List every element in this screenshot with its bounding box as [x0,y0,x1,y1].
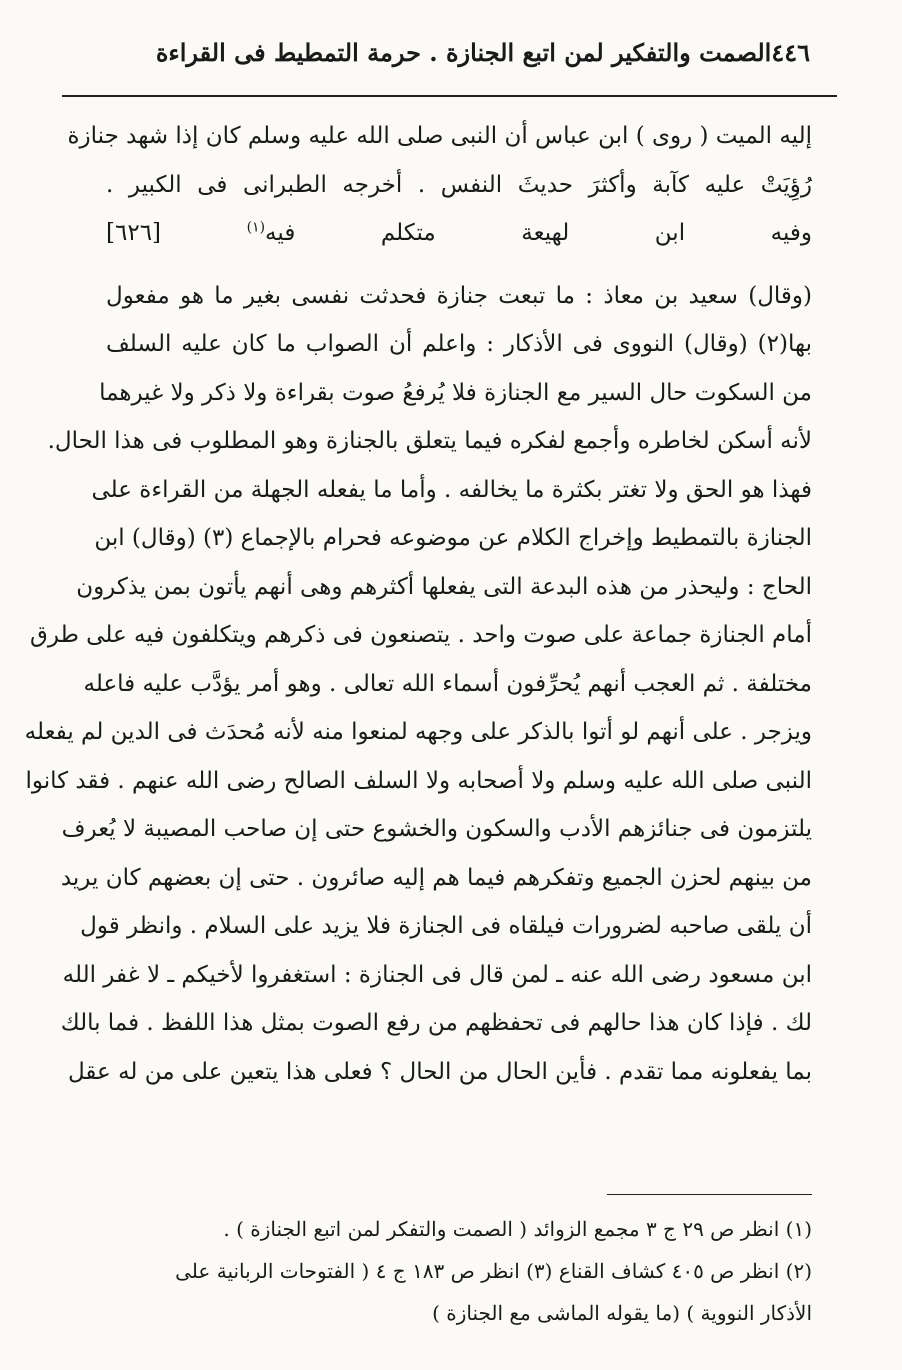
text-line: (وقال) سعيد بن معاذ : ما تبعت جنازة فحدثت نفسى بغير ما هو مفعول [106,282,812,309]
page-number: ٤٤٦ [771,37,810,67]
running-head [155,30,810,74]
running-title: الصمت والتفكير لمن اتبع الجنازة . حرمة التمطيط فى القراءة [155,37,772,67]
footnote: (٢) انظر ص ٤٠٥ كشاف القناع (٣) انظر ص ١٨٣ ج ٤ ( الفتوحات الربانية على [175,1259,812,1283]
text-line: لأنه أسكن لخاطره وأجمع لفكره فيما يتعلق بالجنازة وهو المطلوب فى هذا الحال. [47,428,812,454]
text-line: مختلفة . ثم العجب أنهم يُحرِّفون أسماء الله تعالى . وهو أمر يؤدَّب عليه فاعله [83,670,812,697]
footnote: (١) انظر ص ٢٩ ج ٣ مجمع الزوائد ( الصمت والتفكر لمن اتبع الجنازة ) . [223,1217,812,1241]
text-line-content: وفيه ابن لهيعة متكلم فيه$^{(١)}$ [246,219,813,246]
text-line: الحاج : وليحذر من هذه البدعة التى يفعلها أكثرهم وهى أنهم يأتون بمن يذكرون [76,573,812,600]
text-line: ابن مسعود رضى الله عنه ـ لمن قال فى الجنازة : استغفروا لأخيكم ـ لا غفر الله [62,961,812,988]
footnote-continuation: الأذكار النووية ) (ما يقوله الماشى مع الجنازة ) [432,1301,812,1325]
header-rule [62,95,837,97]
text-line: إليه الميت ( روى ) ابن عباس أن النبى صلى الله عليه وسلم كان إذا شهد جنازة [67,123,812,149]
text-line [106,209,812,258]
text-line: النبى صلى الله عليه وسلم ولا أصحابه ولا السلف الصالح رضى الله عنهم . فقد كانوا [25,767,812,794]
text-line: بما يفعلونه مما تقدم . فأين الحال من الحال ؟ فعلى هذا يتعين على من له عقل [67,1058,812,1085]
text-line: رُؤِيَتْ عليه كآبة وأكثرَ حديثَ النفس . أخرجه الطبرانى فى الكبير . [106,171,812,198]
text-line: ويزجر . على أنهم لو أتوا بالذكر على وجهه لمنعوا منه لأنه مُحدَث فى الدين لم يفعله [24,719,812,745]
text-line: يلتزمون فى جنائزهم الأدب والسكون والخشوع حتى إن صاحب المصيبة لا يُعرف [61,816,812,842]
text-line: الجنازة بالتمطيط وإخراج الكلام عن موضوعه فحرام بالإجماع (٣) (وقال) ابن [94,525,812,551]
text-line: فهذا هو الحق ولا تغتر بكثرة ما يخالفه . وأما ما يفعله الجهلة من القراءة على [91,476,812,503]
footnote-marker: (١) [246,219,266,236]
text-line: أمام الجنازة جماعة على صوت واحد . يتصنعون فى ذكرهم ويتكلفون فيه على طرق [30,622,812,648]
text-line: من بينهم لحزن الجميع وتفكرهم فيما هم إليه صائرون . حتى إن بعضهم كان يريد [60,864,812,891]
text-line: لك . فإذا كان هذا حالهم فى تحفظهم من رفع الصوت بمثل هذا اللفظ . فما بالك [60,1010,812,1036]
paragraph-gap [106,258,812,272]
hadith-reference-number: [٦٢٦] [106,220,162,246]
text-line: أن يلقى صاحبه لضرورات فيلقاه فى الجنازة فلا يزيد على السلام . وانظر قول [80,913,812,939]
text-line: من السكوت حال السير مع الجنازة فلا يُرفعُ صوت بقراءة ولا ذكر ولا غيرهما [99,379,812,406]
main-text [24,112,813,1096]
text-line: بها(٢) (وقال) النووى فى الأذكار : واعلم أن الصواب ما كان عليه السلف [106,331,812,357]
footnote-rule [607,1194,812,1195]
footnotes [106,1208,812,1334]
